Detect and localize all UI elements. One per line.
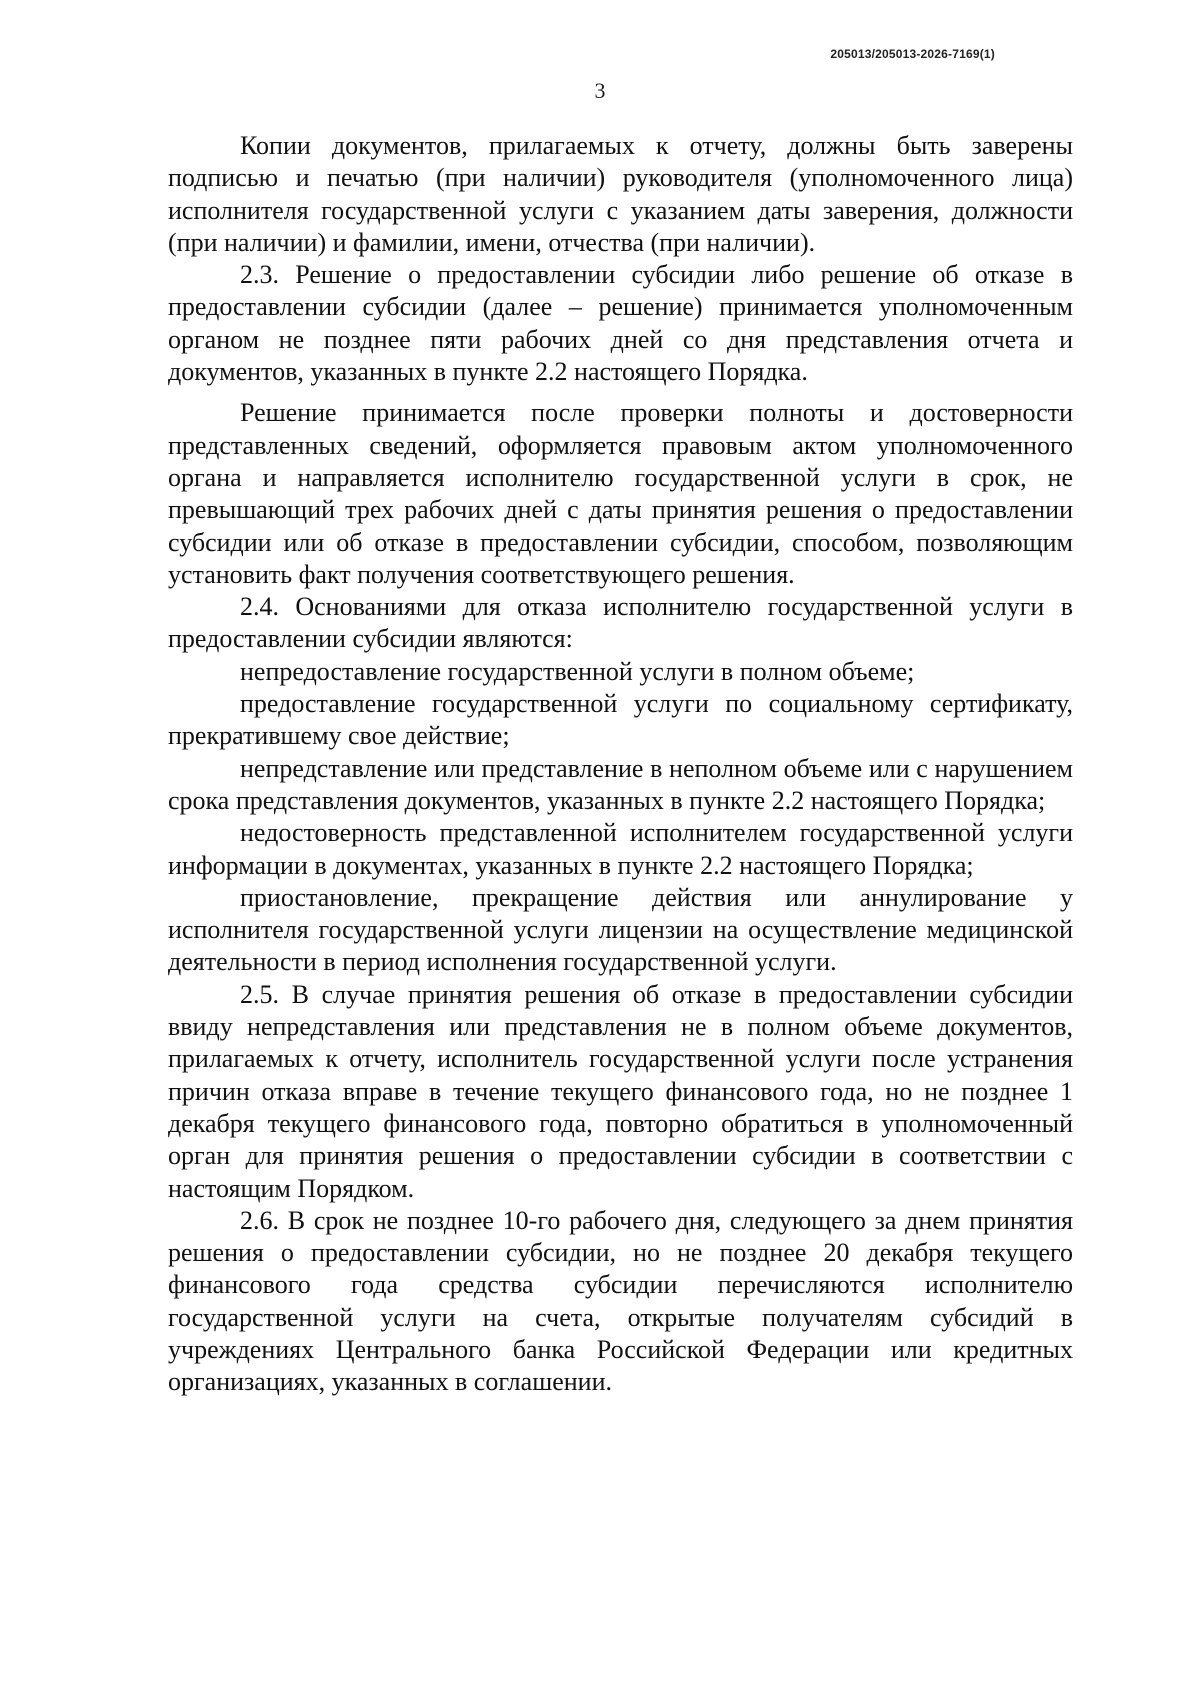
refusal-ground-5: приостановление, прекращение действия или аннулирование у исполнителя государственной услуги лицензии на осуществление медицинской деятельности в период исполнения государственной услуги. (168, 882, 1073, 977)
paragraph-2-3: 2.3. Решение о предоставлении субсидии либо решение об отказе в предоставлении субсидии (далее – решение) принимается уполномоченным органом не позднее пяти рабочих дней со дня представления отчета и документов, указанных в пункте 2.2 настоящего Порядка. (168, 260, 1073, 387)
paragraph-decision-procedure: Решение принимается после проверки полноты и достоверности представленных сведений, оформляется правовым актом уполномоченного органа и направляется исполнителю государственной услуги в срок, не превышающий трех рабочих дней с даты принятия решения о предоставлении субсидии или об отказе в предоставлении субсидии, способом, позволяющим установить факт получения соответствующего решения. (168, 398, 1073, 589)
document-registration-number: 205013/205013-2026-7169(1) (830, 47, 995, 61)
page-number: 3 (594, 78, 606, 103)
paragraph-2-4: 2.4. Основаниями для отказа исполнителю государственной услуги в предоставлении субсидии являются: (168, 592, 1073, 654)
paragraph-2-6: 2.6. В срок не позднее 10-го рабочего дня, следующего за днем принятия решения о предоставлении субсидии, но не позднее 20 декабря текущего финансового года средства субсидии перечисляются исполнителю государственной услуги на счета, открытые получателям субсидий в учреждениях Центрального банка Российской Федерации или кредитных организациях, указанных в соглашении. (168, 1205, 1073, 1397)
refusal-ground-3: непредставление или представление в неполном объеме или с нарушением срока представления документов, указанных в пункте 2.2 настоящего Порядка; (168, 753, 1073, 815)
refusal-ground-4: недостоверность представленной исполнителем государственной услуги информации в документах, указанных в пункте 2.2 настоящего Порядка; (168, 818, 1073, 880)
paragraph-document-copies: Копии документов, прилагаемых к отчету, должны быть заверены подписью и печатью (при наличии) руководителя (уполномоченного лица) исполнителя государственной услуги с указанием даты заверения, должности (при наличии) и фамилии, имени, отчества (при наличии). (168, 131, 1073, 257)
paragraph-2-5: 2.5. В случае принятия решения об отказе в предоставлении субсидии ввиду непредставления или представления не в полном объеме документов, прилагаемых к отчету, исполнитель государственной услуги после устранения причин отказа вправе в течение текущего финансового года, но не позднее 1 декабря текущего финансового года, повторно обратиться в уполномоченный орган для принятия решения о предоставлении субсидии в соответствии с настоящим Порядком. (168, 979, 1073, 1203)
document-body (168, 130, 1073, 1399)
refusal-ground-2: предоставление государственной услуги по социальному сертификату, прекратившему свое действие; (168, 689, 1073, 751)
refusal-ground-1: непредоставление государственной услуги в полном объеме; (240, 656, 915, 686)
